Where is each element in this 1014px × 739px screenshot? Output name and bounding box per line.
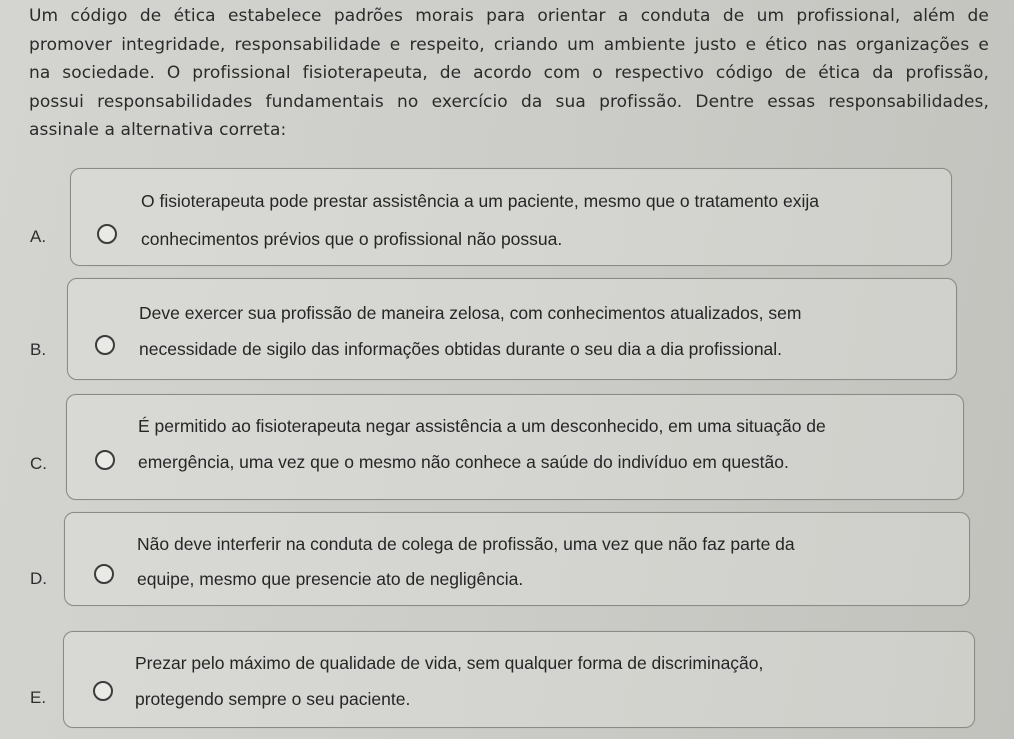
option-text-line: É permitido ao fisioterapeuta negar assistência a um desconhecido, em uma situação de <box>138 416 826 436</box>
option-letter: B. <box>30 340 47 359</box>
option-letter: A. <box>30 227 47 246</box>
option-card[interactable] <box>66 394 964 500</box>
option-text-line: protegendo sempre o seu paciente. <box>135 689 411 709</box>
option-text-line: conhecimentos prévios que o profissional não possua. <box>141 229 563 249</box>
radio-unchecked-icon[interactable] <box>94 564 114 584</box>
option-a[interactable] <box>0 160 1014 260</box>
question-line: assinale a alternativa correta: <box>29 120 287 140</box>
option-letter: E. <box>30 688 47 707</box>
option-c[interactable] <box>0 392 1014 492</box>
option-d[interactable] <box>0 511 1014 611</box>
option-letter: C. <box>30 454 47 473</box>
radio-unchecked-icon[interactable] <box>93 681 113 701</box>
question-line: promover integridade, responsabilidade e respeito, criando um ambiente justo e ético nas organizações e <box>29 34 989 55</box>
option-e[interactable] <box>0 628 1014 728</box>
question-line: possui responsabilidades fundamentais no exercício da sua profissão. Dentre essas responsabilidades, <box>29 91 989 112</box>
option-text-line: Prezar pelo máximo de qualidade de vida, sem qualquer forma de discriminação, <box>135 653 764 673</box>
question-line: na sociedade. O profissional fisioterapeuta, de acordo com o respectivo código de ética da profissão, <box>29 63 989 83</box>
option-text-line: necessidade de sigilo das informações obtidas durante o seu dia a dia profissional. <box>139 339 783 359</box>
radio-unchecked-icon[interactable] <box>95 450 115 470</box>
option-text-line: Não deve interferir na conduta de colega de profissão, uma vez que não faz parte da <box>137 534 795 554</box>
question-line: Um código de ética estabelece padrões morais para orientar a conduta de um profissional, além de <box>29 6 989 26</box>
option-text-line: equipe, mesmo que presencie ato de negligência. <box>137 569 524 589</box>
option-text-line: O fisioterapeuta pode prestar assistência a um paciente, mesmo que o tratamento exija <box>141 191 820 211</box>
question-text <box>29 2 989 145</box>
radio-unchecked-icon[interactable] <box>95 335 115 355</box>
option-card[interactable] <box>67 278 957 380</box>
option-text-line: Deve exercer sua profissão de maneira zelosa, com conhecimentos atualizados, sem <box>139 303 802 323</box>
option-letter: D. <box>30 569 47 588</box>
option-text-line: emergência, uma vez que o mesmo não conhece a saúde do indivíduo em questão. <box>138 452 789 472</box>
option-b[interactable] <box>0 274 1014 374</box>
radio-unchecked-icon[interactable] <box>97 224 117 244</box>
